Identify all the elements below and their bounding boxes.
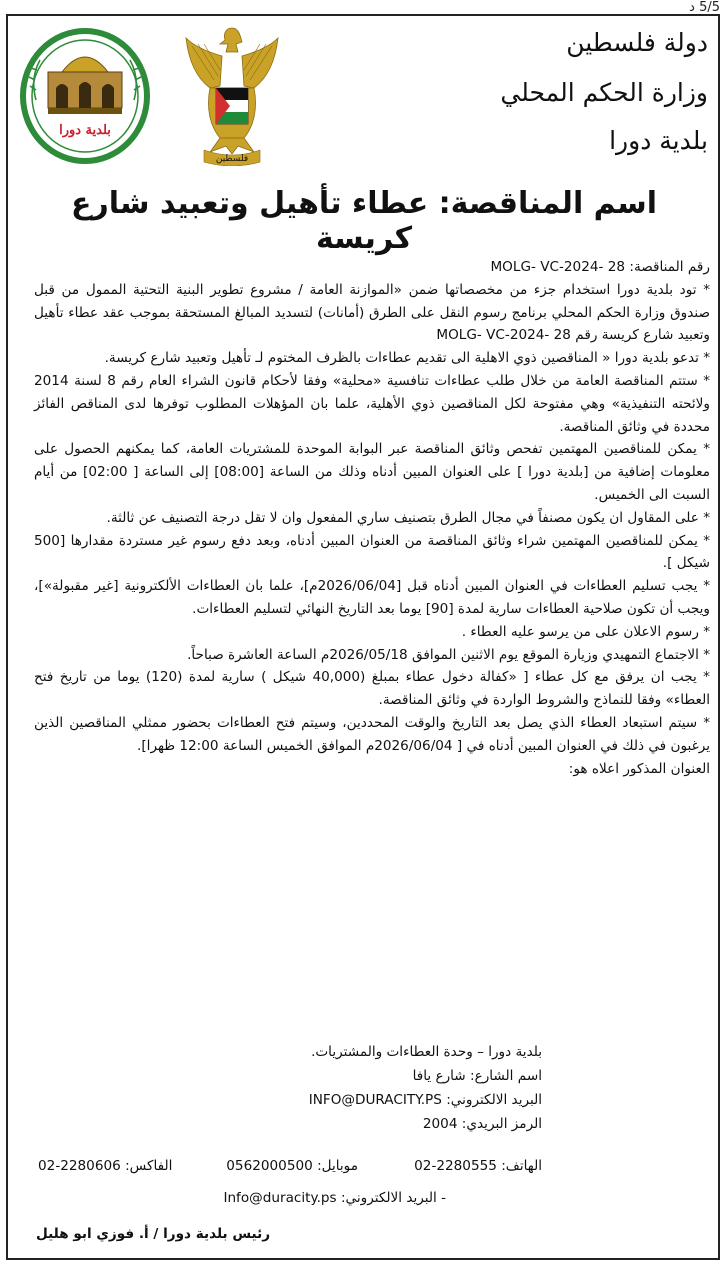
paragraph-documents-review: * يمكن للمناقصين المهتمين تفحص وثائق المناقصة عبر البوابة الموحدة للمشتريات العامة، كما يمكنهم الحصول على معلومات إضافية من [بلدية دورا ] على العنوان المبين أدناه وذلك من الساعة [08:00] إلى الساعة [ 02:00] من أيام السبت الى الخميس. [34,441,710,503]
seal-text: بلدية دورا [59,123,111,138]
address-email: البريد الالكتروني: INFO@DURACITY.PS [308,1092,542,1108]
paragraph-submission-deadline: * يجب تسليم العطاءات في العنوان المبين أدناه قبل [2026/06/04م]، علما بان العطاءات الألكترونية [غير مقبولة»]، ويجب أن تكون صلاحية العطاءات سارية لمدة [90] يوما بعد التاريخ النهائي لتسليم العطاءات. [34,578,711,617]
contact-email: - البريد الالكتروني: Info@duracity.ps [223,1190,446,1206]
address-street: اسم الشارع: شارع يافا [412,1068,542,1084]
header-municipality: بلدية دورا [609,126,708,155]
address-postal-code: الرمز البريدي: 2004 [422,1116,542,1132]
header-ministry: وزارة الحكم المحلي [500,78,708,107]
page-number: 5/5 د [689,0,720,15]
emblem-banner-text: فلسطين [215,154,249,164]
dura-municipality-seal-icon [20,28,150,164]
contact-mobile: موبايل: 0562000500 [226,1158,358,1174]
paragraph-bid-bond: * يجب ان يرفق مع كل عطاء [ «كفالة دخول عطاء بمبلغ (40,000 شيكل ) سارية لمدة (120) يوما من تاريخ فتح العطاء» وفقا للنماذج والشروط الواردة في وثائق المناقصة. [34,669,710,709]
contact-fax: الفاكس: 2280606-02 [38,1158,173,1174]
paragraph-funding: * تود بلدية دورا استخدام جزء من مخصصاتها ضمن «الموازنة العامة / مشروع تطوير البنية التحتية الممول من قبل صندوق وزارة الحكم المحلي برنامج رسوم النقل على الطرق (أمانات) لتسديد المبالغ المستحقة بموجب عقد عطاء تأهيل وتعبيد شارع كريسة رقم 28 -MOLG- VC-2024 [34,281,710,344]
tender-number: رقم المناقصة: 28 -MOLG- VC-2024 [490,259,710,275]
paragraph-contractor-class: * على المقاول ان يكون مصنفاً في مجال الطرق بتصنيف ساري المفعول وان لا تقل درجة التصنيف عن ثالثة. [106,509,710,526]
address-unit: بلدية دورا – وحدة العطاءات والمشتريات. [311,1044,542,1060]
signature: رئيس بلدية دورا / أ. فوزي ابو هليل [36,1226,271,1242]
tender-title: اسم المناقصة: عطاء تأهيل وتعبيد شارع كريسة [71,186,657,256]
paragraph-site-visit: * الاجتماع التمهيدي وزيارة الموقع يوم الاثنين الموافق 2026/05/18م الساعة العاشرة صباحاً. [187,646,710,663]
address-heading: العنوان المذكور اعلاه هو: [568,760,710,777]
paragraph-ad-fees: * رسوم الاعلان على من يرسو عليه العطاء . [461,623,710,640]
paragraph-documents-fee: * يمكن للمناقصين المهتمين شراء وثائق المناقصة من العنوان المبين أدناه، وبعد دفع رسوم غير مستردة مقدارها [500 شيكل ]. [34,532,710,572]
paragraph-invitation: * تدعو بلدية دورا « المناقصين ذوي الاهلية الى تقديم عطاءات بالظرف المختوم لـ تأهيل وتعبيد شارع كريسة. [104,350,710,367]
header-state: دولة فلسطين [566,28,708,57]
paragraph-bid-opening: * سيتم استبعاد العطاء الذي يصل بعد التاريخ والوقت المحددين، وسيتم فتح العطاءات بحضور ممثلي المناقصين الذين يرغبون في ذلك في العنوان المبين أدناه في [ 2026/06/04م الموافق الخميس الساعة 12:00 ظهرا]. [34,714,710,754]
paragraph-procurement-law: * ستتم المناقصة العامة من خلال طلب عطاءات تنافسية «محلية» وفقا لأحكام قانون الشراء العام رقم 8 لسنة 2014 ولائحته التنفيذية» وهي مفتوحة لكل المناقصين ذوي الأهلية، علما بان المؤهلات المطلوب توفرها لدى المناقص الفائز محددة في وثائق المناقصة. [34,372,710,435]
announcement-body [34,256,710,780]
address-block [309,1040,542,1136]
palestine-emblem-icon [180,22,284,166]
contact-phone: الهاتف: 2280555-02 [414,1158,542,1174]
